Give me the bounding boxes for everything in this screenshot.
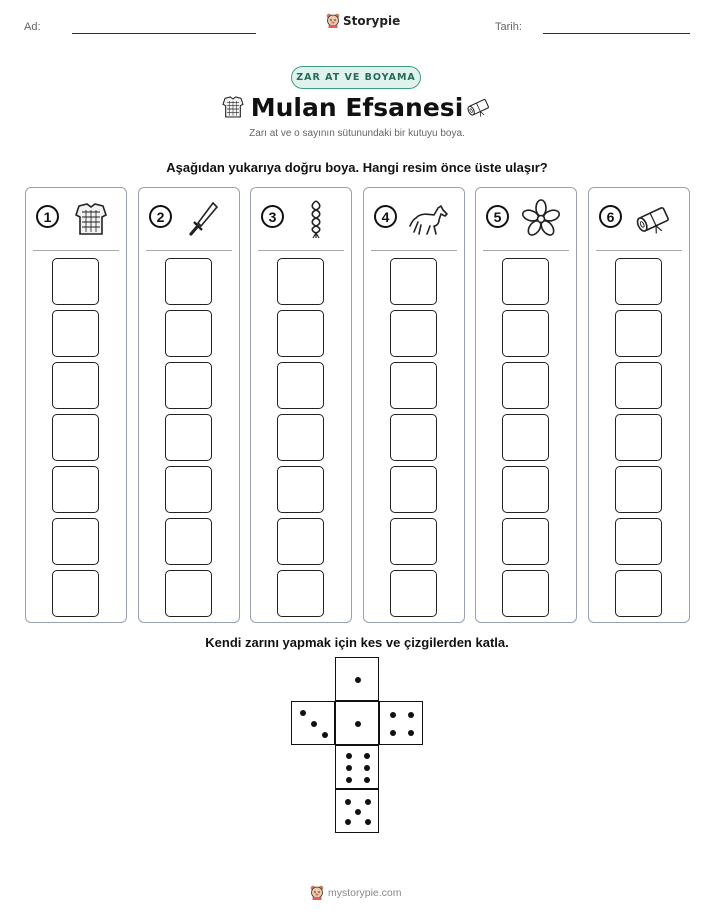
color-box[interactable] [390, 414, 437, 461]
date-line[interactable] [543, 33, 690, 34]
color-box[interactable] [502, 414, 549, 461]
color-box[interactable] [390, 362, 437, 409]
dice-column-1 [25, 187, 127, 623]
dice-column-5 [475, 187, 577, 623]
armor-icon [70, 198, 112, 240]
bear-icon [326, 13, 340, 28]
column-divider [146, 250, 232, 251]
dice-pip [355, 809, 361, 815]
color-box[interactable] [502, 518, 549, 565]
color-box[interactable] [390, 518, 437, 565]
footer [310, 885, 402, 900]
brand-name: Storypie [343, 13, 401, 28]
color-box[interactable] [502, 362, 549, 409]
dice-column-4 [363, 187, 465, 623]
color-box[interactable] [390, 570, 437, 617]
dice-face-5 [335, 789, 379, 833]
coloring-instruction: Aşağıdan yukarıya doğru boya. Hangi resim önce üste ulaşır? [166, 160, 548, 175]
color-box[interactable] [52, 570, 99, 617]
dice-pip [345, 819, 351, 825]
color-box[interactable] [165, 310, 212, 357]
brand-logo [326, 13, 400, 28]
dice-column-3 [250, 187, 352, 623]
braid-icon [295, 198, 337, 240]
name-line[interactable] [72, 33, 256, 34]
column-divider [33, 250, 119, 251]
dice-pip [364, 765, 370, 771]
dice-instruction: Kendi zarını yapmak için kes ve çizgilerden katla. [205, 635, 509, 650]
color-box[interactable] [165, 466, 212, 513]
column-divider [258, 250, 344, 251]
dice-pip [408, 712, 414, 718]
color-box[interactable] [165, 518, 212, 565]
color-box[interactable] [277, 414, 324, 461]
color-box[interactable] [502, 570, 549, 617]
activity-badge: ZAR AT VE BOYAMA [291, 66, 421, 89]
color-box[interactable] [615, 310, 662, 357]
color-box[interactable] [390, 310, 437, 357]
column-number: 5 [486, 205, 509, 228]
page-subtitle: Zarı at ve o sayının sütunundaki bir kutuyu boya. [249, 128, 465, 139]
color-box[interactable] [165, 258, 212, 305]
color-box[interactable] [615, 518, 662, 565]
dice-pip [364, 777, 370, 783]
color-box[interactable] [277, 570, 324, 617]
column-number: 2 [149, 205, 172, 228]
name-label: Ad: [24, 21, 41, 33]
dice-pip [364, 753, 370, 759]
color-box[interactable] [615, 570, 662, 617]
color-box[interactable] [615, 466, 662, 513]
dice-pip [346, 777, 352, 783]
color-box[interactable] [165, 362, 212, 409]
color-box[interactable] [52, 518, 99, 565]
color-box[interactable] [615, 258, 662, 305]
scroll-icon [464, 93, 494, 121]
color-box[interactable] [277, 518, 324, 565]
date-label: Tarih: [495, 21, 522, 33]
dice-pip [390, 712, 396, 718]
column-divider [596, 250, 682, 251]
column-number: 6 [599, 205, 622, 228]
color-box[interactable] [52, 258, 99, 305]
column-number: 4 [374, 205, 397, 228]
page-title: Mulan Efsanesi [250, 93, 464, 122]
dice-pip [355, 721, 361, 727]
dice-face-6 [335, 745, 379, 789]
color-box[interactable] [615, 362, 662, 409]
scroll-icon [633, 198, 675, 240]
footer-url: mystorypie.com [328, 886, 402, 899]
color-box[interactable] [390, 466, 437, 513]
color-box[interactable] [165, 414, 212, 461]
dice-pip [390, 730, 396, 736]
color-box[interactable] [277, 310, 324, 357]
dice-pip [408, 730, 414, 736]
color-box[interactable] [277, 466, 324, 513]
dice-pip [322, 732, 328, 738]
dice-column-6 [588, 187, 690, 623]
dice-face-3 [291, 701, 335, 745]
dice-face-1 [335, 657, 379, 701]
column-divider [483, 250, 569, 251]
color-box[interactable] [52, 414, 99, 461]
color-box[interactable] [277, 258, 324, 305]
horse-icon [408, 198, 450, 240]
color-box[interactable] [52, 362, 99, 409]
color-box[interactable] [277, 362, 324, 409]
color-box[interactable] [615, 414, 662, 461]
dice-pip [365, 799, 371, 805]
color-box[interactable] [390, 258, 437, 305]
sword-icon [183, 198, 225, 240]
dice-pip [311, 721, 317, 727]
dice-pip [346, 765, 352, 771]
color-box[interactable] [502, 310, 549, 357]
column-divider [371, 250, 457, 251]
dice-pip [355, 677, 361, 683]
bear-icon [310, 885, 324, 900]
dice-column-2 [138, 187, 240, 623]
column-number: 3 [261, 205, 284, 228]
color-box[interactable] [52, 310, 99, 357]
color-box[interactable] [502, 258, 549, 305]
dice-pip [300, 710, 306, 716]
dice-pip [345, 799, 351, 805]
dice-face-4 [379, 701, 423, 745]
color-box[interactable] [52, 466, 99, 513]
dice-pip [365, 819, 371, 825]
color-box[interactable] [165, 570, 212, 617]
color-box[interactable] [502, 466, 549, 513]
column-number: 1 [36, 205, 59, 228]
flower-icon [520, 198, 562, 240]
dice-pip [346, 753, 352, 759]
dice-face-1 [335, 701, 379, 745]
